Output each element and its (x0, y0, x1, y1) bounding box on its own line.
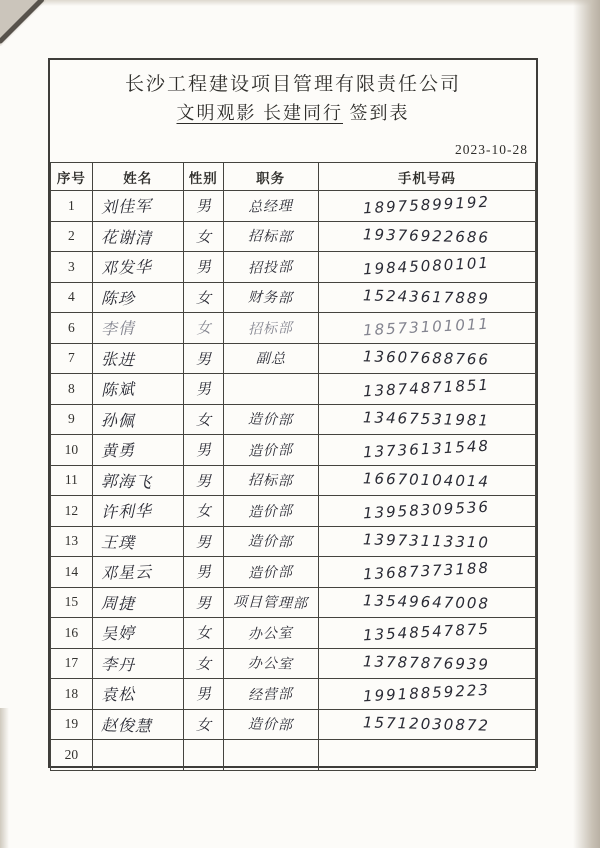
phone-number-cell (318, 709, 535, 740)
position-cell (223, 313, 318, 344)
handwritten-text: 招标部 (247, 228, 294, 246)
position-cell (223, 618, 318, 649)
handwritten-text: 男 (195, 562, 212, 582)
position-cell (223, 740, 318, 771)
handwritten-text: 招投部 (247, 258, 294, 277)
page-corner-shade (0, 0, 46, 46)
table-row (51, 252, 536, 283)
gender-cell (183, 374, 223, 405)
handwritten-text: 13874871851 (362, 375, 491, 401)
handwritten-text: 张进 (100, 349, 135, 370)
table-row (51, 191, 536, 222)
serial-number-cell: 17 (51, 648, 93, 679)
gender-cell (183, 221, 223, 252)
handwritten-text: 女 (195, 288, 211, 307)
name-signature-cell (92, 374, 183, 405)
handwritten-text: 19845080101 (362, 253, 491, 279)
handwritten-text: 16670104014 (363, 469, 491, 491)
position-cell (223, 374, 318, 405)
serial-number-cell: 6 (51, 313, 93, 344)
handwritten-text: 招标部 (247, 319, 294, 338)
serial-number-cell: 7 (51, 343, 93, 374)
name-signature-cell (92, 313, 183, 344)
phone-number-cell (318, 587, 535, 618)
table-row (51, 313, 536, 344)
gender-cell (183, 313, 223, 344)
phone-number-cell (318, 404, 535, 435)
handwritten-text: 财务部 (247, 289, 294, 307)
scan-top-shadow (0, 0, 600, 6)
handwritten-text: 男 (195, 349, 211, 368)
position-cell (223, 679, 318, 710)
table-row (51, 557, 536, 588)
serial-number-cell: 20 (51, 740, 93, 771)
handwritten-text: 19918859223 (362, 680, 491, 706)
position-cell (223, 587, 318, 618)
sign-in-sheet (48, 58, 538, 768)
name-signature-cell (92, 648, 183, 679)
sheet-type-label: 签到表 (343, 103, 410, 123)
gender-cell (183, 191, 223, 222)
serial-number-cell: 2 (51, 221, 93, 252)
handwritten-text: 陈珍 (100, 288, 135, 309)
phone-number-cell (318, 648, 535, 679)
phone-number-cell (318, 221, 535, 252)
table-row (51, 404, 536, 435)
serial-number-cell: 9 (51, 404, 93, 435)
phone-number-cell (318, 618, 535, 649)
handwritten-text: 13958309536 (362, 497, 491, 523)
handwritten-text: 女 (195, 501, 212, 521)
handwritten-text: 花谢清 (100, 227, 152, 248)
handwritten-text: 李倩 (100, 318, 136, 339)
handwritten-text: 女 (195, 623, 212, 643)
header-serial: 序号 (51, 163, 93, 191)
gender-cell (183, 587, 223, 618)
scan-right-edge-shadow (573, 0, 600, 848)
handwritten-text: 许利华 (100, 501, 153, 523)
position-cell (223, 435, 318, 466)
gender-cell (183, 679, 223, 710)
handwritten-text: 女 (195, 318, 212, 338)
table-row (51, 587, 536, 618)
gender-cell (183, 496, 223, 527)
gender-cell (183, 526, 223, 557)
handwritten-text: 项目管理部 (232, 594, 309, 613)
table-row (51, 618, 536, 649)
position-cell (223, 252, 318, 283)
position-cell (223, 343, 318, 374)
name-signature-cell (92, 221, 183, 252)
handwritten-text: 王璞 (100, 532, 135, 553)
handwritten-text: 造价部 (247, 411, 294, 429)
handwritten-text: 男 (195, 471, 211, 490)
gender-cell (183, 404, 223, 435)
handwritten-text: 13607688766 (363, 347, 491, 369)
handwritten-text: 13736131548 (362, 436, 491, 462)
handwritten-text: 13549647008 (363, 591, 491, 613)
gender-cell (183, 282, 223, 313)
serial-number-cell: 1 (51, 191, 93, 222)
serial-number-cell: 11 (51, 465, 93, 496)
gender-cell (183, 618, 223, 649)
handwritten-text: 19376922686 (363, 225, 491, 247)
name-signature-cell (92, 557, 183, 588)
table-row (51, 435, 536, 466)
header-gender: 性别 (183, 163, 223, 191)
serial-number-cell: 14 (51, 557, 93, 588)
position-cell (223, 221, 318, 252)
table-row (51, 465, 536, 496)
handwritten-text: 18975899192 (362, 192, 491, 218)
position-cell (223, 465, 318, 496)
handwritten-text: 办公室 (247, 655, 294, 673)
phone-number-cell (318, 343, 535, 374)
phone-number-cell (318, 465, 535, 496)
phone-number-cell (318, 526, 535, 557)
table-row (51, 374, 536, 405)
phone-number-cell (318, 313, 535, 344)
handwritten-text: 郭海飞 (100, 471, 152, 492)
phone-number-cell (318, 282, 535, 313)
handwritten-text: 经营部 (247, 685, 294, 704)
serial-number-cell: 19 (51, 709, 93, 740)
phone-number-cell (318, 191, 535, 222)
handwritten-text: 男 (195, 593, 211, 612)
handwritten-text: 造价部 (247, 441, 294, 460)
handwritten-text: 女 (195, 715, 211, 734)
serial-number-cell: 13 (51, 526, 93, 557)
table-row (51, 709, 536, 740)
gender-cell (183, 343, 223, 374)
header-position: 职务 (223, 163, 318, 191)
name-signature-cell (92, 526, 183, 557)
header-name: 姓名 (92, 163, 183, 191)
table-row (51, 526, 536, 557)
table-row (51, 496, 536, 527)
handwritten-text: 男 (195, 379, 212, 399)
handwritten-text: 男 (195, 684, 212, 704)
handwritten-text: 男 (195, 257, 212, 277)
handwritten-text: 15712030872 (363, 713, 491, 735)
handwritten-text: 女 (195, 410, 211, 429)
handwritten-text: 13467531981 (363, 408, 491, 430)
handwritten-text: 招标部 (247, 472, 294, 490)
handwritten-text: 女 (195, 654, 211, 673)
table-row (51, 343, 536, 374)
header-phone: 手机号码 (318, 163, 535, 191)
serial-number-cell: 4 (51, 282, 93, 313)
handwritten-text: 男 (195, 196, 212, 216)
table-row (51, 648, 536, 679)
handwritten-text: 造价部 (247, 716, 294, 734)
handwritten-text: 造价部 (247, 533, 294, 551)
signin-table-body (51, 191, 536, 771)
serial-number-cell: 18 (51, 679, 93, 710)
position-cell (223, 191, 318, 222)
handwritten-text: 男 (195, 440, 212, 460)
serial-number-cell: 12 (51, 496, 93, 527)
handwritten-text: 造价部 (247, 502, 294, 521)
name-signature-cell (92, 465, 183, 496)
sheet-date: 2023-10-28 (455, 142, 528, 157)
sign-in-table (50, 162, 536, 771)
phone-number-cell (318, 374, 535, 405)
serial-number-cell: 3 (51, 252, 93, 283)
position-cell (223, 648, 318, 679)
handwritten-text: 刘佳军 (100, 196, 153, 218)
phone-number-cell (318, 435, 535, 466)
position-cell (223, 526, 318, 557)
name-signature-cell (92, 709, 183, 740)
handwritten-text: 邓发华 (100, 257, 153, 279)
gender-cell (183, 252, 223, 283)
table-row (51, 679, 536, 710)
name-signature-cell (92, 282, 183, 313)
name-signature-cell (92, 343, 183, 374)
serial-number-cell: 8 (51, 374, 93, 405)
handwritten-text: 吴婷 (100, 623, 136, 644)
handwritten-text: 李丹 (100, 654, 135, 675)
gender-cell (183, 465, 223, 496)
handwritten-text: 男 (195, 532, 211, 551)
event-title-underlined: 文明观影 长建同行 (176, 103, 343, 123)
name-signature-cell (92, 252, 183, 283)
phone-number-cell (318, 740, 535, 771)
handwritten-text: 黄勇 (100, 440, 136, 461)
handwritten-text: 总经理 (247, 197, 294, 216)
gender-cell (183, 557, 223, 588)
handwritten-text: 13787876939 (363, 652, 491, 674)
name-signature-cell (92, 191, 183, 222)
gender-cell (183, 709, 223, 740)
table-row (51, 740, 536, 771)
handwritten-text: 13687373188 (362, 558, 491, 584)
handwritten-text: 18573101011 (362, 314, 491, 340)
title-block (50, 60, 536, 157)
phone-number-cell (318, 496, 535, 527)
name-signature-cell (92, 587, 183, 618)
handwritten-text: 陈斌 (100, 379, 136, 400)
position-cell (223, 282, 318, 313)
name-signature-cell (92, 618, 183, 649)
phone-number-cell (318, 557, 535, 588)
position-cell (223, 709, 318, 740)
handwritten-text: 邓星云 (100, 562, 153, 584)
position-cell (223, 404, 318, 435)
company-title: 长沙工程建设项目管理有限责任公司 (124, 74, 461, 95)
table-header-row (51, 163, 536, 191)
handwritten-text: 办公室 (247, 624, 294, 643)
name-signature-cell (92, 679, 183, 710)
handwritten-text: 造价部 (247, 563, 294, 582)
serial-number-cell: 16 (51, 618, 93, 649)
sheet-subtitle (50, 99, 536, 125)
position-cell (223, 557, 318, 588)
gender-cell (183, 740, 223, 771)
name-signature-cell (92, 404, 183, 435)
handwritten-text: 赵俊慧 (100, 715, 152, 736)
name-signature-cell (92, 740, 183, 771)
gender-cell (183, 648, 223, 679)
handwritten-text: 女 (195, 227, 211, 246)
phone-number-cell (318, 679, 535, 710)
handwritten-text: 15243617889 (363, 286, 491, 308)
handwritten-text: 13548547875 (362, 619, 491, 645)
table-row (51, 221, 536, 252)
gender-cell (183, 435, 223, 466)
phone-number-cell (318, 252, 535, 283)
name-signature-cell (92, 435, 183, 466)
scan-bottom-left-shadow (0, 708, 9, 848)
serial-number-cell: 15 (51, 587, 93, 618)
serial-number-cell: 10 (51, 435, 93, 466)
handwritten-text: 周捷 (100, 593, 135, 614)
table-row (51, 282, 536, 313)
handwritten-text: 副总 (255, 350, 286, 368)
handwritten-text: 袁松 (100, 684, 136, 705)
handwritten-text: 13973113310 (363, 530, 491, 552)
handwritten-text: 孙佩 (100, 410, 135, 431)
position-cell (223, 496, 318, 527)
name-signature-cell (92, 496, 183, 527)
